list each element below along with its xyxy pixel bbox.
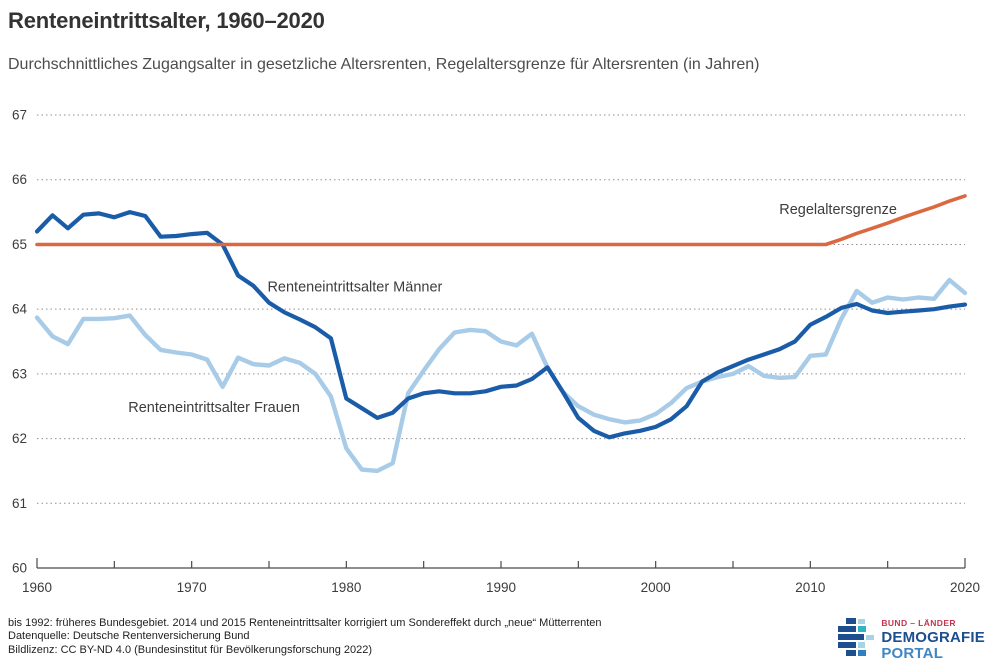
demografie-portal-logo bbox=[838, 618, 985, 664]
y-axis-label-61: 61 bbox=[11, 495, 27, 511]
y-axis-label-66: 66 bbox=[11, 172, 27, 188]
x-axis-label-1990: 1990 bbox=[485, 580, 517, 595]
logo-text bbox=[881, 618, 985, 662]
page-subtitle: Durchschnittliches Zugangsalter in gesetzliche Altersrenten, Regelaltersgrenze für Altersrenten (in Jahren) bbox=[8, 56, 760, 73]
series-label-regelaltersgrenze: Regelaltersgrenze bbox=[779, 202, 897, 219]
logo-blocks-icon bbox=[838, 618, 874, 664]
series-line-renteneintrittsalter-frauen bbox=[37, 280, 965, 471]
y-axis-label-64: 64 bbox=[11, 301, 27, 317]
x-axis-label-1970: 1970 bbox=[176, 580, 207, 595]
y-axis-label-67: 67 bbox=[11, 107, 27, 123]
logo-demografie: DEMOGRAFIE bbox=[881, 629, 985, 646]
footnote-license: Bildlizenz: CC BY-ND 4.0 (Bundesinstitut für Bevölkerungsforschung 2022) bbox=[8, 643, 372, 656]
y-axis-label-63: 63 bbox=[11, 366, 27, 382]
x-axis-label-1980: 1980 bbox=[331, 580, 362, 595]
y-axis-label-62: 62 bbox=[11, 431, 27, 447]
y-axis-label-65: 65 bbox=[11, 236, 27, 252]
x-axis-label-2010: 2010 bbox=[795, 580, 826, 595]
logo-portal: PORTAL bbox=[881, 645, 944, 662]
footnotes bbox=[8, 617, 602, 657]
page-title: Renteneintrittsalter, 1960–2020 bbox=[8, 8, 325, 33]
line-chart bbox=[0, 100, 990, 600]
footnote-data-source: Datenquelle: Deutsche Rentenversicherung Bund bbox=[8, 630, 250, 643]
series-label-renteneintrittsalter-frauen: Renteneintrittsalter Frauen bbox=[128, 400, 300, 417]
x-axis-label-1960: 1960 bbox=[21, 580, 53, 595]
logo-bund-laender: BUND – LÄNDER bbox=[881, 618, 956, 628]
footnote-source-note: bis 1992: früheres Bundesgebiet. 2014 und 2015 Renteneintrittsalter korrigiert um Sondereffekt durch „neue“ Mütterrenten bbox=[8, 617, 602, 629]
series-label-renteneintrittsalter-m-nner: Renteneintrittsalter Männer bbox=[267, 279, 443, 296]
x-axis-label-2020: 2020 bbox=[949, 580, 981, 595]
y-axis-label-60: 60 bbox=[11, 560, 27, 576]
x-axis-label-2000: 2000 bbox=[640, 580, 671, 595]
